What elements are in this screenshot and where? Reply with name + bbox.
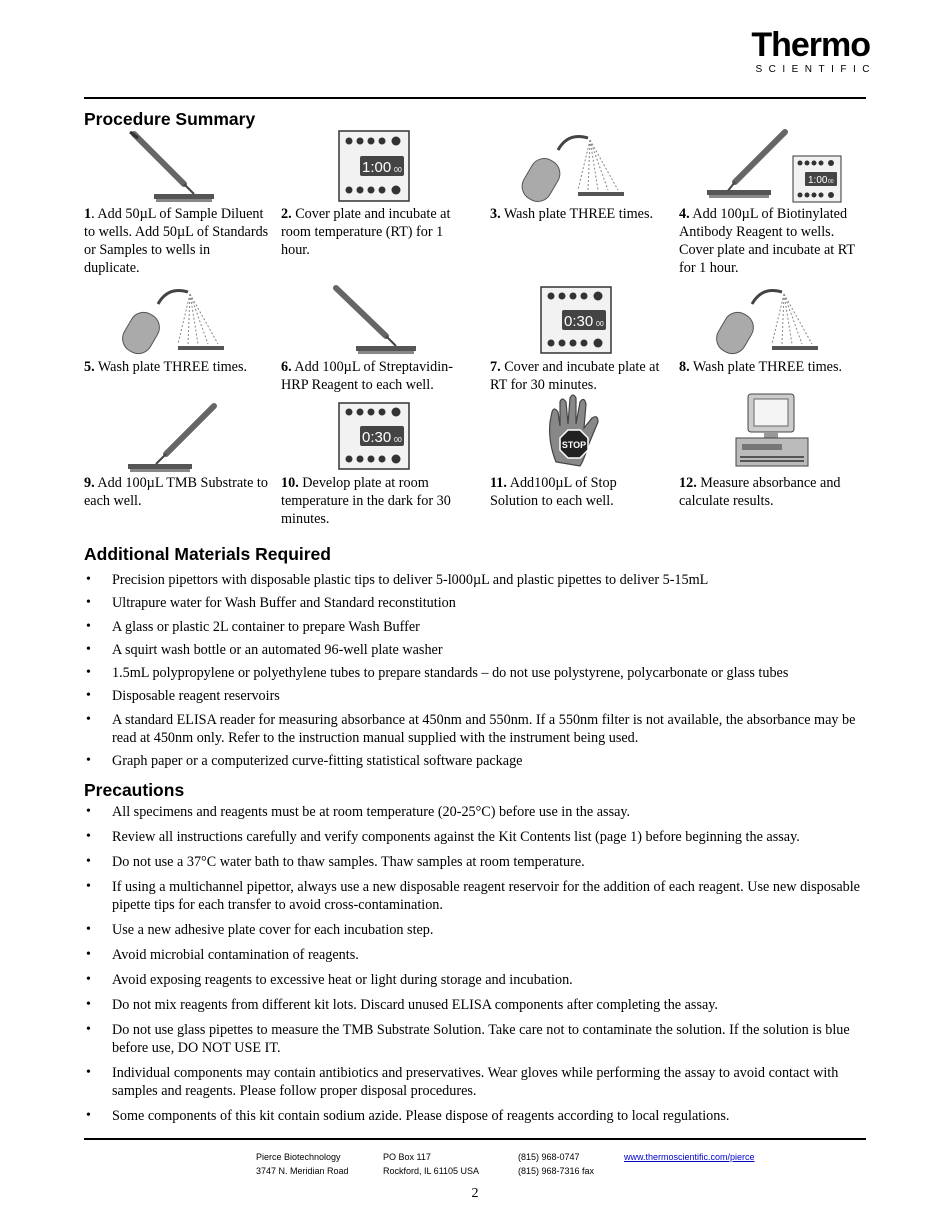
footer-divider <box>84 1138 866 1140</box>
step-text: Add 100µL of Biotinylated Antibody Reagent to wells. Cover plate and incubate at RT for 1 hour. <box>679 206 855 276</box>
list-item: • Avoid microbial contamination of reagents. <box>84 946 874 964</box>
stop-hand-icon <box>544 392 606 470</box>
step-number: 9. <box>84 475 95 491</box>
step-number: 2. <box>281 206 292 222</box>
step-text: Wash plate THREE times. <box>500 206 654 222</box>
list-item: • Review all instructions carefully and verify components against the Kit Contents list (page 1) before beginning the assay. <box>84 828 874 846</box>
list-item: • Do not use glass pipettes to measure the TMB Substrate Solution. Take care not to contaminate the solution. If the solution is blue before use, DO NOT USE IT. <box>84 1021 874 1057</box>
step-number: 6. <box>281 359 292 375</box>
procedure-step-8 <box>679 358 864 376</box>
list-item: • 1.5mL polypropylene or polyethylene tubes to prepare standards – do not use polystyrene, polycarbonate or glass tubes <box>84 664 874 682</box>
pipette-icon <box>322 284 422 356</box>
step-text: Add 100µL TMB Substrate to each well. <box>84 475 268 509</box>
footer-website-link[interactable]: www.thermoscientific.com/pierce <box>624 1152 755 1162</box>
timer-display-small: 00 <box>828 179 834 185</box>
footer-link-block <box>624 1150 755 1164</box>
procedure-step-5 <box>84 358 274 376</box>
footer-company: Pierce Biotechnology <box>256 1152 341 1162</box>
step-number: 7. <box>490 359 501 375</box>
list-item: • Do not use a 37°C water bath to thaw samples. Thaw samples at room temperature. <box>84 853 874 871</box>
step-number: 3. <box>490 206 501 222</box>
procedure-step-10 <box>281 474 466 528</box>
procedure-step-2 <box>281 205 466 259</box>
footer-phone-block <box>518 1150 594 1178</box>
pipette-icon <box>122 402 222 474</box>
step-text: Develop plate at room temperature in the dark for 30 minutes. <box>281 475 451 527</box>
step-text: Cover and incubate plate at RT for 30 minutes. <box>490 359 660 393</box>
step-text: Add 50µL of Sample Diluent to wells. Add 50µL of Standards or Samples to wells in duplicate. <box>84 206 269 276</box>
list-item: • Precision pipettors with disposable plastic tips to deliver 5-l000µL and plastic pipettes to deliver 5-15mL <box>84 571 874 589</box>
footer-company-block <box>256 1150 349 1178</box>
wash-bottle-icon <box>518 128 628 204</box>
timer-display: 1:00 <box>362 159 392 176</box>
plate-reader-icon <box>734 392 810 470</box>
procedure-step-3 <box>490 205 665 223</box>
step-text: Wash plate THREE times. <box>689 359 843 375</box>
precautions-heading: Precautions <box>84 780 185 800</box>
procedure-step-9 <box>84 474 269 510</box>
step-number: 10. <box>281 475 299 491</box>
wash-bottle-icon <box>712 284 822 356</box>
footer-city: Rockford, IL 61105 USA <box>383 1166 480 1176</box>
procedure-step-4 <box>679 205 864 277</box>
list-item: • A glass or plastic 2L container to prepare Wash Buffer <box>84 618 874 636</box>
step-number: 1 <box>84 206 92 222</box>
timer-icon <box>540 286 612 354</box>
step-text: Add 100µL of Streptavidin-HRP Reagent to each well. <box>281 359 453 393</box>
procedure-step-1 <box>84 205 269 277</box>
list-item: • Disposable reagent reservoirs <box>84 687 874 705</box>
header-divider <box>84 97 866 99</box>
page-number: 2 <box>471 1186 479 1201</box>
list-item: • Use a new adhesive plate cover for each incubation step. <box>84 921 874 939</box>
stop-label: STOP <box>561 440 587 450</box>
list-item: • If using a multichannel pipettor, always use a new disposable reagent reservoir for the addition of each reagent. Use new disposable pipette tips for each transfer to avoid cross-contamination. <box>84 878 874 914</box>
step-number: 8. <box>679 359 690 375</box>
list-item: • Do not mix reagents from different kit lots. Discard unused ELISA components after completing the assay. <box>84 996 874 1014</box>
procedure-step-7 <box>490 358 675 394</box>
timer-display: 0:30 <box>564 313 594 330</box>
list-item: • Individual components may contain antibiotics and preservatives. Wear gloves while performing the assay to avoid contact with samples and reagents. Please follow proper disposal procedures. <box>84 1064 874 1100</box>
procedure-step-6 <box>281 358 476 394</box>
timer-icon <box>338 130 410 202</box>
footer-address-block <box>383 1150 479 1178</box>
footer-fax: (815) 968-7316 fax <box>518 1166 595 1176</box>
list-item: • Graph paper or a computerized curve-fitting statistical software package <box>84 752 874 770</box>
footer-street: 3747 N. Meridian Road <box>256 1166 349 1176</box>
step-number: 5. <box>84 359 95 375</box>
logo-subbrand: SCIENTIFIC <box>755 64 876 75</box>
logo-brand: Thermo <box>751 26 870 64</box>
timer-display-small: 00 <box>394 437 402 444</box>
list-item: • All specimens and reagents must be at room temperature (20-25°C) before use in the assay. <box>84 803 874 821</box>
pipette-timer-icon <box>705 128 845 204</box>
timer-display: 1:00 <box>808 175 828 186</box>
footer-pobox: PO Box 117 <box>383 1152 431 1162</box>
step-text: Wash plate THREE times. <box>94 359 248 375</box>
list-item: • Ultrapure water for Wash Buffer and Standard reconstitution <box>84 594 874 612</box>
footer-phone: (815) 968-0747 <box>518 1152 580 1162</box>
materials-list <box>84 571 874 775</box>
step-number: 12. <box>679 475 697 491</box>
procedure-step-12 <box>679 474 864 510</box>
step-text: Cover plate and incubate at room temperature (RT) for 1 hour. <box>281 206 451 258</box>
step-text: Measure absorbance and calculate results. <box>679 475 841 509</box>
wash-bottle-icon <box>118 284 228 356</box>
procedure-step-11 <box>490 474 655 510</box>
list-item: • Some components of this kit contain sodium azide. Please dispose of reagents according to local regulations. <box>84 1107 874 1125</box>
list-item: • A standard ELISA reader for measuring absorbance at 450nm and 550nm. If a 550nm filter is not available, the absorbance may be read at 450nm only. Refer to the instruction manual supplied with the instrument being used. <box>84 711 874 747</box>
thermo-scientific-logo <box>751 26 876 75</box>
timer-display-small: 00 <box>394 167 402 174</box>
step-number: 4. <box>679 206 690 222</box>
precautions-list <box>84 803 874 1132</box>
step-number: 11. <box>490 475 507 491</box>
procedure-summary-heading: Procedure Summary <box>84 109 256 129</box>
timer-icon <box>338 402 410 470</box>
additional-materials-heading: Additional Materials Required <box>84 544 331 564</box>
list-item: • A squirt wash bottle or an automated 96-well plate washer <box>84 641 874 659</box>
pipette-icon <box>120 130 220 205</box>
step-text: Add100µL of Stop Solution to each well. <box>490 475 617 509</box>
timer-display: 0:30 <box>362 429 392 446</box>
list-item: • Avoid exposing reagents to excessive heat or light during storage and incubation. <box>84 971 874 989</box>
step-separator: . <box>91 206 95 222</box>
timer-display-small: 00 <box>596 321 604 328</box>
